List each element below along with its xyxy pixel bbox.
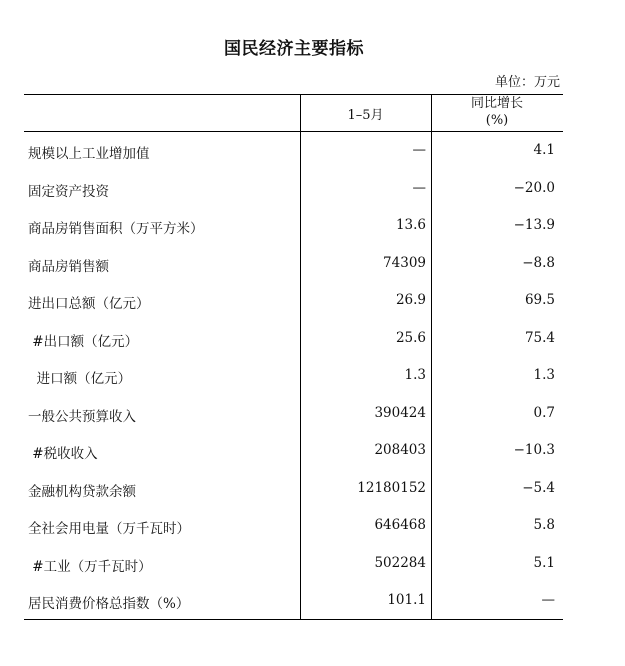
row-label: 居民消费价格总指数（%） <box>28 596 190 612</box>
table-row <box>24 395 563 433</box>
row-yoy: 4.1 <box>533 142 555 158</box>
table-row <box>24 507 563 545</box>
row-label: 进口额（亿元） <box>28 371 132 387</box>
unit-label: 单位：万元 <box>494 75 560 90</box>
row-yoy: — <box>541 592 555 608</box>
header-yoy-unit: (%) <box>485 113 509 128</box>
row-label: 商品房销售面积（万平方米） <box>28 221 204 237</box>
row-yoy: −8.8 <box>522 254 555 271</box>
table-row <box>24 582 563 620</box>
table-body <box>24 132 563 620</box>
row-label: 固定资产投资 <box>28 183 109 200</box>
table-row <box>24 282 563 320</box>
row-label: #工业（万千瓦时） <box>28 558 152 575</box>
row-label: #出口额（亿元） <box>28 333 139 350</box>
row-value: 208403 <box>374 442 426 458</box>
row-yoy: −5.4 <box>522 479 555 496</box>
table-row <box>24 470 563 508</box>
row-value: 1.3 <box>404 367 426 383</box>
row-yoy: −13.9 <box>513 217 555 233</box>
table-row <box>24 545 563 583</box>
row-value: 101.1 <box>387 592 426 608</box>
table-row <box>24 245 563 283</box>
row-yoy: −20.0 <box>513 179 555 196</box>
row-value: 390424 <box>374 404 426 421</box>
row-yoy: 0.7 <box>533 404 555 421</box>
row-yoy: 5.8 <box>533 517 555 533</box>
row-value: 646468 <box>374 517 426 533</box>
row-value: — <box>412 142 426 158</box>
page-title: 国民经济主要指标 <box>224 39 364 59</box>
table-row <box>24 432 563 470</box>
table-row <box>24 132 563 170</box>
header-yoy <box>431 95 563 129</box>
row-value: 13.6 <box>395 217 426 233</box>
row-value: 502284 <box>374 554 426 571</box>
row-value: 25.6 <box>395 329 426 346</box>
row-label: 规模以上工业增加值 <box>28 146 150 162</box>
row-label: 金融机构贷款余额 <box>28 483 136 500</box>
row-value: 26.9 <box>395 292 426 308</box>
table-row <box>24 207 563 245</box>
row-yoy: −10.3 <box>513 442 555 458</box>
table-row <box>24 170 563 208</box>
row-label: 商品房销售额 <box>28 258 109 275</box>
row-label: 进出口总额（亿元） <box>28 296 150 312</box>
row-yoy: 69.5 <box>524 292 555 308</box>
row-label: #税收收入 <box>28 446 98 462</box>
header-period: 1–5月 <box>347 108 384 123</box>
row-value: 74309 <box>383 254 426 271</box>
header-yoy-line1: 同比增长 <box>470 96 523 111</box>
row-label: 一般公共预算收入 <box>28 408 136 425</box>
table-row <box>24 320 563 358</box>
row-label: 全社会用电量（万千瓦时） <box>28 521 190 537</box>
row-yoy: 75.4 <box>524 329 555 346</box>
row-value: 12180152 <box>357 479 426 496</box>
row-yoy: 5.1 <box>533 554 555 571</box>
table-row <box>24 357 563 395</box>
row-yoy: 1.3 <box>533 367 555 383</box>
row-value: — <box>412 179 426 196</box>
